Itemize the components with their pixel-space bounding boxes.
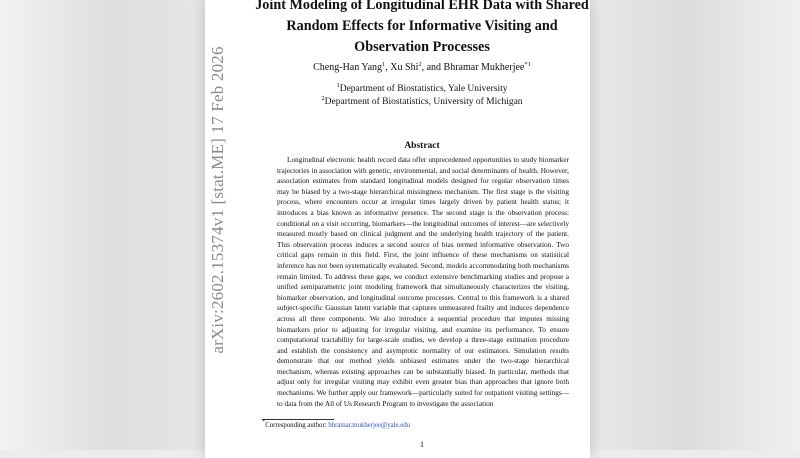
author-affil-mark: 1 (382, 61, 386, 68)
author-affil-mark: 2 (418, 61, 422, 68)
page-number: 1 (420, 440, 424, 449)
affiliation-mark: 2 (321, 95, 325, 102)
abstract-heading: Abstract (404, 141, 440, 151)
footnote-mark: * (262, 418, 266, 425)
title-line-1: Joint Modeling of Longitudinal EHR Data with Shared (255, 0, 589, 13)
abstract-body: Longitudinal electronic health record data offer unprecedented opportunities to study biomarker trajectories in association with genetic, environmental, and social determinants of health. However, association estimates from standard longitudinal models designed for regular observation times may be biased by a two-stage hierarchical missingness mechanism. The first stage is the visiting process, where encounters occur at irregular times largely driven by patient health status; it introduces a bias known as informative presence. The second stage is the observation process: conditional on a visit occurring, biomarkers—the longitudinal outcomes of interest—are selectively measured mostly based on clinical judgment and the underlying health trajectory of the patient. This observation process induces a second source of bias termed informative observation. Two critical gaps remain in this field. First, the joint influence of these mechanisms on statistical inference has not been systematically evaluated. Second, models accommodating both mechanisms remain limited. To address these gaps, we conduct extensive benchmarking studies and propose a unified semiparametric joint modeling framework that simultaneously characterizes the visiting, biomarker observation, and longitudinal outcome processes. Central to this framework is a shared subject-specific Gaussian latent variable that captures unmeasured frailty and induces dependence across all three components. We also introduce a sequential procedure that imputes missing biomarkers prior to adjusting for irregular visiting, and examine its performance. To ensure computational tractability for large-scale studies, we develop a three-stage estimation procedure and establish the consistency and asymptotic normality of our estimators. Simulation results demonstrate that our method yields unbiased estimates under the two-stage hierarchical mechanism, whereas existing approaches can be substantially biased. In particular, methods that adjust only for irregular visiting may exhibit even greater bias than approaches that ignore both mechanisms. We further apply our framework—particularly suited for outpatient visiting settings—to data from the All of Us Research Program to investigate the association (277, 155, 569, 408)
affiliation-text: Department of Biostatistics, University of Michigan (324, 97, 523, 107)
author-name: Cheng-Han Yang (313, 62, 383, 73)
affiliation (252, 97, 592, 107)
viewer-background-left (0, 0, 205, 450)
footnote-label: Corresponding author: (265, 422, 329, 429)
author-list (252, 62, 592, 73)
author-name: Bhramar Mukherjee (443, 62, 525, 73)
title-line-3: Observation Processes (354, 39, 490, 55)
footnote-rule (262, 419, 334, 420)
email-link[interactable]: bhramar.mukherjee@yale.edu (328, 422, 411, 429)
arxiv-identifier[interactable]: arXiv:2602.15374v1 [stat.ME] 17 Feb 2026 (208, 46, 227, 354)
affiliation (252, 84, 592, 94)
affiliation-mark: 1 (336, 82, 340, 89)
author-separator: , and (421, 62, 444, 73)
paper-title (252, 0, 592, 58)
author-affil-mark: *1 (524, 61, 531, 68)
title-line-2: Random Effects for Informative Visiting and (286, 18, 558, 34)
author-name: Xu Shi (390, 62, 419, 73)
affiliation-text: Department of Biostatistics, Yale University (339, 84, 508, 94)
author-separator: , (385, 62, 391, 73)
viewer-background-right (590, 0, 800, 450)
footnote (262, 418, 411, 429)
